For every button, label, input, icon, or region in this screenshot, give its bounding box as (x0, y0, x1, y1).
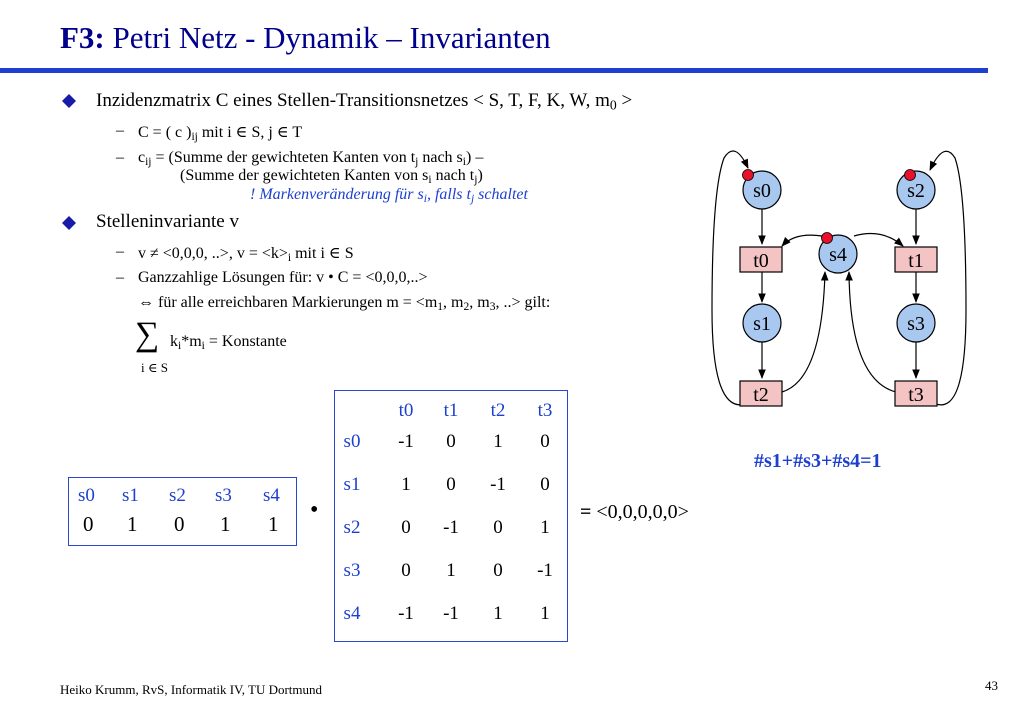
transition-label-t0: t0 (753, 250, 769, 272)
vector-header-s1: s1 (122, 485, 139, 506)
matrix-col-header: t1 (443, 400, 459, 421)
page-title: F3: Petri Netz - Dynamik – Invarianten (60, 20, 551, 55)
bullet-incidence-matrix: Inzidenzmatrix C eines Stellen-Transitionsnetzes < S, T, F, K, W, $m_0$ > (96, 90, 633, 113)
matrix-cell: 1 (540, 603, 550, 624)
sigma-symbol: ∑ (135, 316, 160, 353)
matrix-col-header: t0 (398, 400, 414, 421)
matrix-cell: -1 (490, 474, 506, 495)
transition-label-t3: t3 (908, 384, 924, 406)
reachable-markings: ⇔ für alle erreichbaren Markierungen $m = <m_1$, $m_2$, $m_3$, ..> gilt: (138, 294, 551, 313)
sum-index: i ∈ S (141, 360, 168, 375)
token-s0 (743, 170, 754, 181)
vector-value: 1 (220, 512, 231, 536)
matrix-row-label: s2 (343, 517, 361, 538)
place-label-s2: s2 (907, 180, 925, 202)
transition-label-t1: t1 (908, 250, 924, 272)
vector-value: 0 (83, 512, 94, 536)
matrix-cell: 0 (446, 474, 456, 495)
cij-definition: $c_{ij}$ = (Summe der gewichteten Kanten von $t_j$ nach $s_i$) – (138, 149, 484, 168)
dash: – (116, 243, 124, 260)
arc-s4-t0 (782, 235, 822, 246)
matrix-cell: 1 (401, 474, 411, 495)
sum-constant: $k_i*m_i$ = Konstante (170, 333, 287, 352)
matrix-col-header: t2 (490, 400, 506, 421)
matrix-cell: 0 (540, 431, 550, 452)
matrix-cell: -1 (398, 603, 414, 624)
integer-solutions: Ganzzahlige Lösungen für: v • C = <0,0,0,..> (138, 269, 428, 286)
token-s4 (822, 233, 833, 244)
invariant-label: #s1+#s3+#s4=1 (754, 450, 882, 472)
v-condition: v ≠ <0,0,0, ..>, $v = <k>_i$ mit i ∈ S (138, 245, 354, 264)
vector-value: 1 (268, 512, 279, 536)
matrix-cell: 0 (540, 474, 550, 495)
result-equation: = <0,0,0,0,0> (580, 501, 689, 523)
cij-definition-line2: (Summe der gewichteten Kanten von $s_i$ nach $t_j$) (180, 167, 483, 186)
matrix-cell: 1 (493, 603, 503, 624)
transition-label-t2: t2 (753, 384, 769, 406)
arc-t2-s4 (782, 272, 825, 392)
vector-header-s0: s0 (78, 485, 95, 506)
matrix-cell: -1 (398, 431, 414, 452)
vector-value: 0 (174, 512, 185, 536)
arc-s4-t1 (854, 234, 903, 246)
matrix-row-label: s3 (343, 560, 361, 581)
page-number: 43 (985, 678, 998, 693)
vector-value: 1 (127, 512, 138, 536)
matrix-cell: 0 (493, 517, 503, 538)
vector-header-s2: s2 (169, 485, 186, 506)
matrix-cell: -1 (537, 560, 553, 581)
arc-t3-s4 (849, 272, 896, 392)
dash: – (116, 122, 124, 139)
matrix-cell: 1 (540, 517, 550, 538)
matrix-cell: -1 (443, 517, 459, 538)
footer-author: Heiko Krumm, RvS, Informatik IV, TU Dortmund (60, 682, 323, 697)
vector-header-s3: s3 (215, 485, 232, 506)
matrix-cell: 0 (446, 431, 456, 452)
dash: – (116, 149, 124, 166)
place-label-s0: s0 (753, 180, 771, 202)
matrix-cell: 0 (493, 560, 503, 581)
matrix-cell: 0 (401, 560, 411, 581)
dash: – (116, 269, 124, 286)
matrix-cell: 1 (446, 560, 456, 581)
place-label-s1: s1 (753, 313, 771, 335)
matrix-row-label: s0 (343, 431, 361, 452)
dot-operator: • (310, 497, 319, 523)
matrix-cell: -1 (443, 603, 459, 624)
matrix-row-label: s1 (343, 474, 361, 495)
token-s2 (905, 170, 916, 181)
bullet-place-invariant: Stelleninvariante v (96, 211, 239, 232)
matrix-cell: 0 (401, 517, 411, 538)
marking-change-note: ! Markenveränderung für $s_i$, falls $t_j$ schaltet (250, 186, 528, 205)
place-label-s4: s4 (829, 244, 847, 266)
place-label-s3: s3 (907, 313, 925, 335)
c-definition: C = ( c )$_{ij}$ mit i ∈ S, j ∈ T (138, 124, 303, 143)
matrix-cell: 1 (493, 431, 503, 452)
matrix-row-label: s4 (343, 603, 361, 624)
matrix-col-header: t3 (537, 400, 553, 421)
vector-header-s4: s4 (263, 485, 280, 506)
